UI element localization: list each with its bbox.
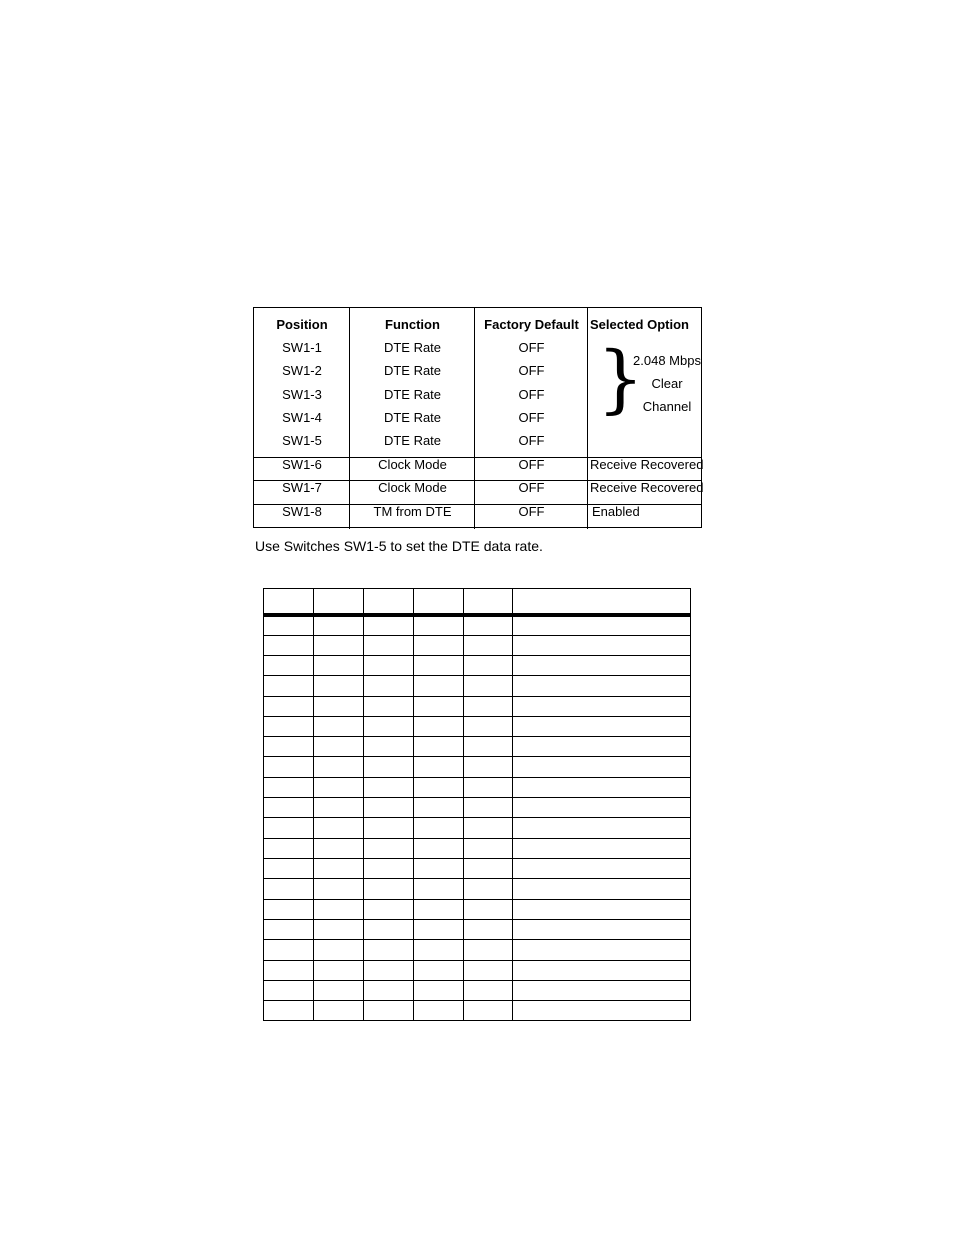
row-divider xyxy=(264,635,690,636)
header-function: Function xyxy=(385,317,440,332)
row-function: DTE Rate xyxy=(383,410,442,425)
row-divider xyxy=(264,980,690,981)
grouped-option-line: Channel xyxy=(642,399,692,414)
row-function: DTE Rate xyxy=(383,340,442,355)
row-divider xyxy=(264,919,690,920)
row-selected-option: Receive Recovered xyxy=(590,480,704,495)
column-divider xyxy=(313,589,314,1020)
grouping-brace: } xyxy=(597,336,645,422)
row-factory-default: OFF xyxy=(518,363,545,378)
row-divider xyxy=(264,655,690,656)
row-divider xyxy=(264,899,690,900)
switch-settings-table xyxy=(253,307,702,528)
row-divider xyxy=(264,939,690,940)
row-function: TM from DTE xyxy=(373,504,452,519)
row-divider xyxy=(264,777,690,778)
row-selected-option: Receive Recovered xyxy=(590,457,704,472)
row-divider xyxy=(264,736,690,737)
row-factory-default: OFF xyxy=(518,410,545,425)
row-factory-default: OFF xyxy=(518,457,545,472)
column-divider xyxy=(363,589,364,1020)
column-divider xyxy=(512,589,513,1020)
row-divider xyxy=(264,696,690,697)
row-position: SW1-1 xyxy=(282,340,322,355)
header-position: Position xyxy=(276,317,328,332)
row-function: DTE Rate xyxy=(383,433,442,448)
row-divider xyxy=(264,756,690,757)
row-position: SW1-6 xyxy=(282,457,322,472)
column-divider xyxy=(463,589,464,1020)
row-position: SW1-8 xyxy=(282,504,322,519)
row-divider xyxy=(264,675,690,676)
grouped-option-line: Clear xyxy=(651,376,683,391)
header-factory-default: Factory Default xyxy=(484,317,579,332)
row-position: SW1-3 xyxy=(282,387,322,402)
row-divider xyxy=(264,858,690,859)
row-divider xyxy=(264,817,690,818)
row-function: DTE Rate xyxy=(383,363,442,378)
row-factory-default: OFF xyxy=(518,387,545,402)
row-function: Clock Mode xyxy=(378,480,447,495)
row-divider xyxy=(264,797,690,798)
row-function: Clock Mode xyxy=(378,457,447,472)
row-divider xyxy=(264,878,690,879)
row-position: SW1-7 xyxy=(282,480,322,495)
data-rate-table xyxy=(263,588,691,1021)
row-divider xyxy=(264,838,690,839)
header-selected-option: Selected Option xyxy=(590,317,689,332)
row-factory-default: OFF xyxy=(518,433,545,448)
row-function: DTE Rate xyxy=(383,387,442,402)
row-divider xyxy=(264,716,690,717)
row-position: SW1-5 xyxy=(282,433,322,448)
row-factory-default: OFF xyxy=(518,340,545,355)
row-position: SW1-2 xyxy=(282,363,322,378)
column-divider xyxy=(413,589,414,1020)
row-factory-default: OFF xyxy=(518,480,545,495)
row-position: SW1-4 xyxy=(282,410,322,425)
row-selected-option: Enabled xyxy=(592,504,640,519)
header-divider xyxy=(264,613,690,617)
row-factory-default: OFF xyxy=(518,504,545,519)
row-divider xyxy=(264,960,690,961)
grouped-option-line: 2.048 Mbps xyxy=(633,353,701,368)
row-divider xyxy=(264,1000,690,1001)
caption-text: Use Switches SW1-5 to set the DTE data rate. xyxy=(255,538,543,554)
